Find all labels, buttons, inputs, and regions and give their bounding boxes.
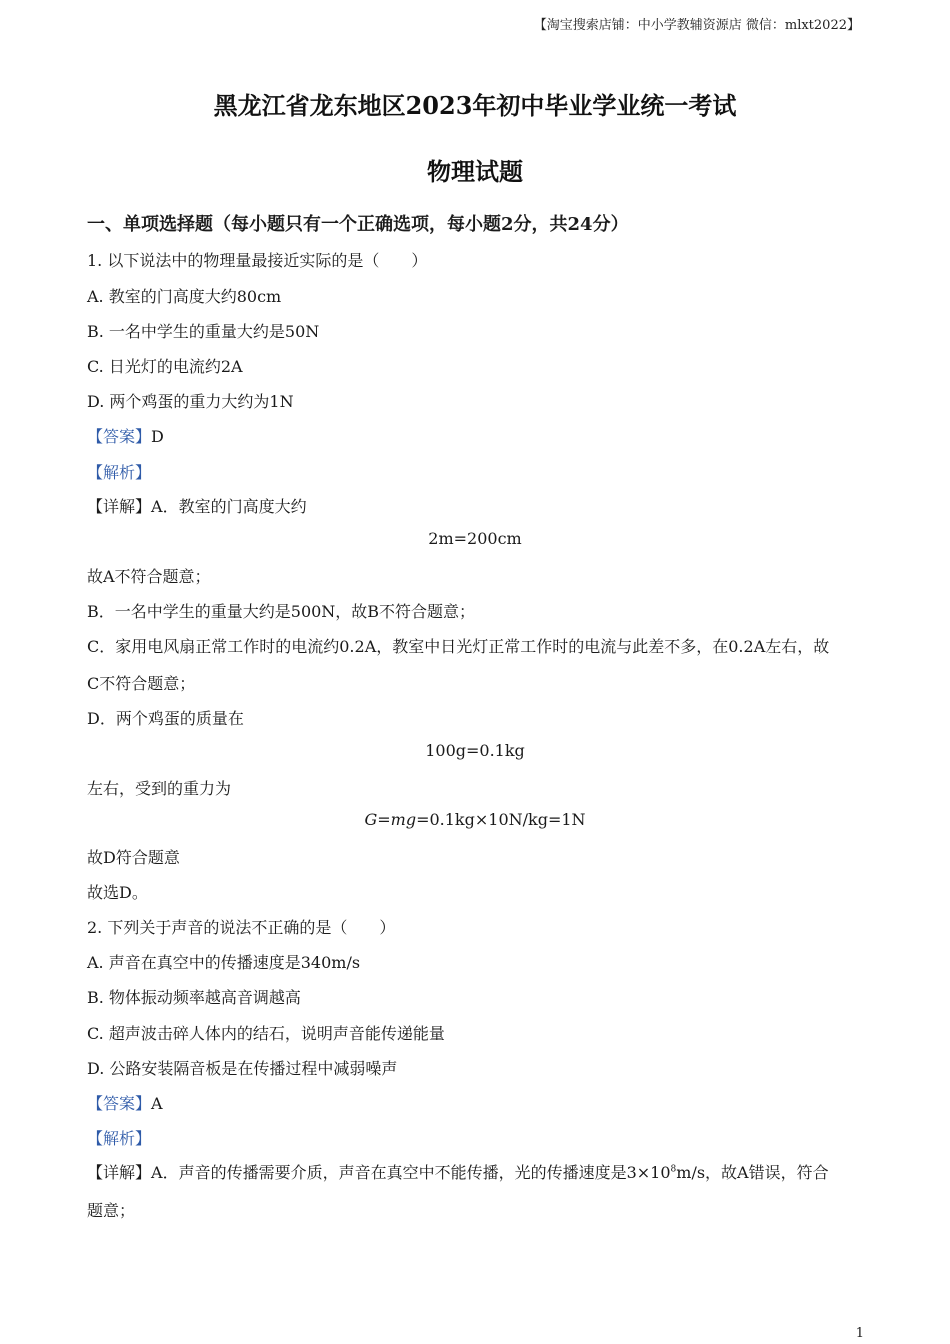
q2-option-b: B. 物体振动频率越高音调越高	[87, 988, 301, 1007]
detail-text: A．教室的门高度大约	[151, 497, 307, 516]
q1-equation-2: 100g=0.1kg	[425, 741, 525, 760]
answer-tag: 【答案】	[87, 427, 152, 446]
q2-option-a: A. 声音在真空中的传播速度是340m/s	[87, 953, 361, 972]
q2-option-d: D. 公路安装隔音板是在传播过程中减弱噪声	[87, 1059, 398, 1078]
q2-detail-a	[87, 1160, 829, 1183]
exponent: 8	[670, 1164, 677, 1175]
q1-option-a: A. 教室的门高度大约80cm	[87, 287, 282, 306]
q1-line-c1: C．家用电风扇正常工作时的电流约0.2A，教室中日光灯正常工作时的电流与此差不多，在0.2A左右，故	[87, 637, 830, 656]
q1-line-d: D．两个鸡蛋的质量在	[87, 709, 244, 728]
detail-tag: 【详解】	[87, 497, 152, 516]
page-number: 1	[855, 1326, 864, 1341]
q1-line-d3: 故D符合题意	[87, 848, 180, 867]
eq-g: G	[364, 810, 378, 829]
q1-stem: 1. 以下说法中的物理量最接近实际的是（ ）	[87, 251, 428, 270]
eq-rest: =0.1kg×10N/kg=1N	[416, 810, 586, 829]
q1-line-a-end: 故A不符合题意；	[87, 567, 211, 586]
eq-equals: =	[377, 810, 391, 829]
q1-equation-3	[0, 810, 950, 829]
section-heading: 一、单项选择题（每小题只有一个正确选项，每小题2分，共24分）	[87, 214, 629, 235]
answer-value: D	[151, 427, 164, 446]
detail-tag: 【详解】	[87, 1163, 152, 1182]
q1-detail-a	[87, 494, 307, 517]
q2-detail-a-end: 题意；	[87, 1201, 136, 1220]
q1-answer	[87, 424, 164, 447]
q1-option-c: C. 日光灯的电流约2A	[87, 357, 243, 376]
answer-tag: 【答案】	[87, 1094, 152, 1113]
q1-line-b: B．一名中学生的重量大约是500N，故B不符合题意；	[87, 602, 476, 621]
q2-answer	[87, 1091, 163, 1114]
exam-title: 黑龙江省龙东地区2023年初中毕业学业统一考试	[213, 91, 737, 120]
q1-analysis-tag: 【解析】	[87, 463, 152, 482]
q1-option-d: D. 两个鸡蛋的重力大约为1N	[87, 392, 294, 411]
source-header: 【淘宝搜索店铺：中小学教辅资源店 微信：mlxt2022】	[533, 18, 860, 33]
q2-stem: 2. 下列关于声音的说法不正确的是（ ）	[87, 918, 396, 937]
detail-text-2: m/s，故A错误，符合	[676, 1163, 829, 1182]
q1-line-d2: 左右，受到的重力为	[87, 779, 232, 798]
q2-option-c: C. 超声波击碎人体内的结石，说明声音能传递能量	[87, 1024, 445, 1043]
q1-equation-1: 2m=200cm	[428, 529, 522, 548]
eq-mg: mg	[390, 810, 417, 829]
q1-conclusion: 故选D。	[87, 883, 148, 902]
exam-subtitle: 物理试题	[427, 157, 523, 186]
q1-option-b: B. 一名中学生的重量大约是50N	[87, 322, 320, 341]
q1-line-c2: C不符合题意；	[87, 674, 196, 693]
answer-value: A	[151, 1094, 163, 1113]
detail-text-1: A．声音的传播需要介质，声音在真空中不能传播，光的传播速度是3×10	[151, 1163, 671, 1182]
q2-analysis-tag: 【解析】	[87, 1129, 152, 1148]
